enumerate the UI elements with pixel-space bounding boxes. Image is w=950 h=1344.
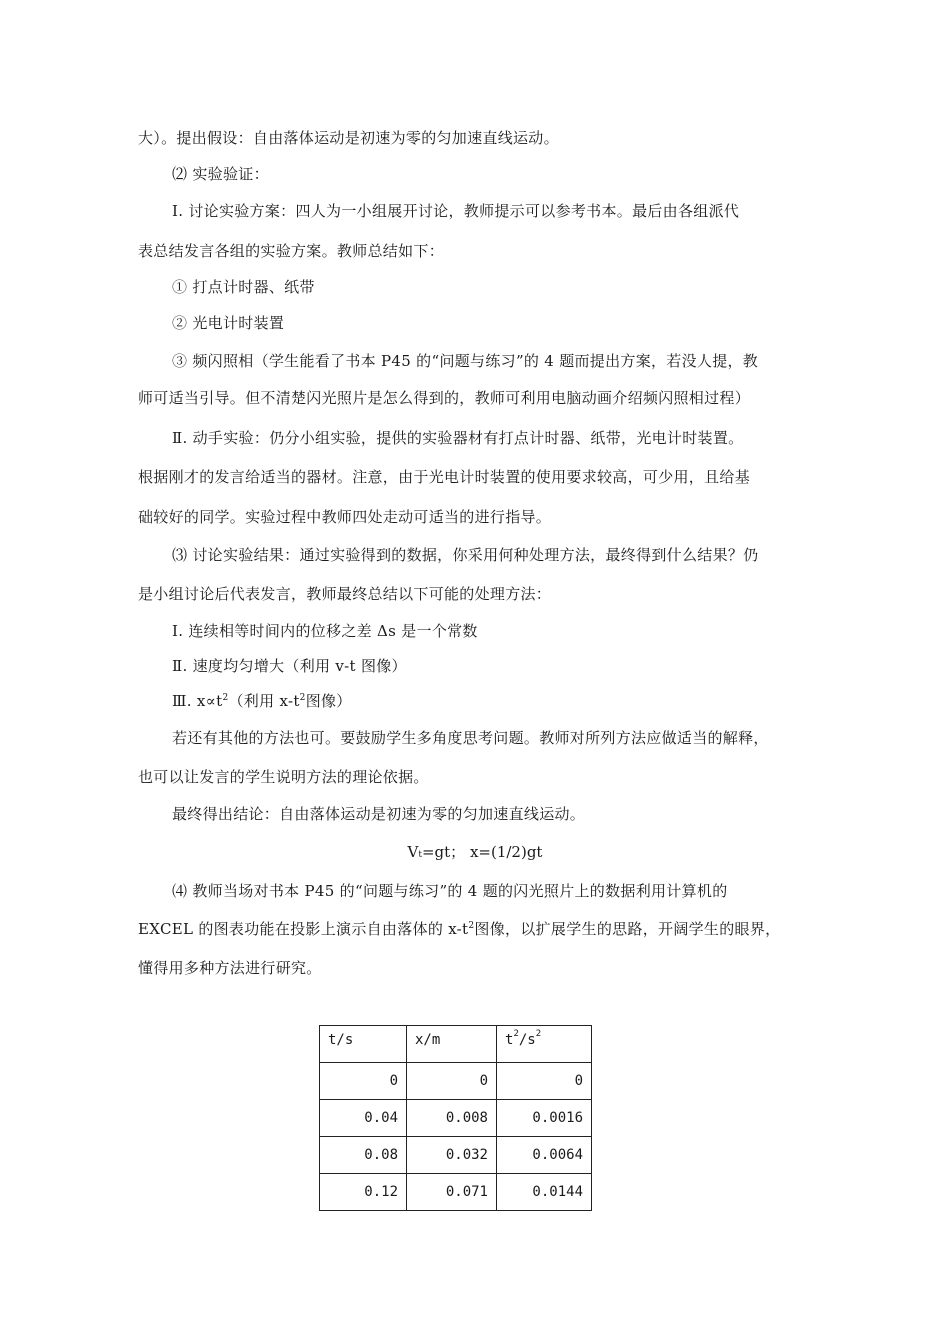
table-row — [320, 1137, 592, 1174]
method-constant-difference: Ⅰ. 连续相等时间内的位移之差 Δs 是一个常数 — [172, 622, 478, 640]
table-cell: 0.12 — [320, 1174, 407, 1211]
table-cell: 0.08 — [320, 1137, 407, 1174]
table-header-row — [320, 1026, 592, 1063]
paragraph-conclusion: 最终得出结论：自由落体运动是初速为零的匀加速直线运动。 — [172, 805, 586, 823]
formula-rest: =gt； x=(1/2)gt — [421, 843, 543, 861]
header-part: /s — [518, 1032, 536, 1048]
superscript: 2 — [299, 693, 306, 703]
paragraph-teacher-demo-2 — [138, 918, 780, 940]
table-row — [320, 1063, 592, 1100]
method-x-proportional-t2 — [172, 690, 352, 712]
method-velocity-uniform: Ⅱ. 速度均匀增大（利用 v-t 图像） — [172, 657, 407, 675]
header-t: t/s — [320, 1026, 407, 1063]
paragraph-discuss-plan-2: 表总结发言各组的实验方案。教师总结如下： — [138, 242, 445, 260]
table-cell: 0 — [407, 1063, 497, 1100]
paragraph-discuss-results-1: ⑶ 讨论实验结果：通过实验得到的数据，你采用何种处理方法，最终得到什么结果？仍 — [172, 546, 759, 564]
table-cell: 0 — [320, 1063, 407, 1100]
subscript: t — [418, 850, 422, 860]
table-row — [320, 1100, 592, 1137]
paragraph-other-methods-1: 若还有其他的方法也可。要鼓励学生多角度思考问题。教师对所列方法应做适当的解释， — [172, 729, 769, 747]
method-text: （利用 x-t — [228, 692, 300, 710]
table-cell: 0.0064 — [497, 1137, 592, 1174]
header-t-squared — [497, 1026, 592, 1063]
header-x: x/m — [407, 1026, 497, 1063]
table-cell: 0.04 — [320, 1100, 407, 1137]
method-text: 图像） — [305, 692, 352, 710]
paragraph-hypothesis: 大）。提出假设：自由落体运动是初速为零的匀加速直线运动。 — [138, 129, 559, 147]
superscript: 2 — [535, 1029, 542, 1039]
paragraph-discuss-plan-1: Ⅰ. 讨论实验方案：四人为一小组展开讨论，教师提示可以参考书本。最后由各组派代 — [172, 202, 740, 220]
list-item-ticker-timer: ① 打点计时器、纸带 — [172, 278, 315, 296]
paragraph-hands-on-3: 础较好的同学。实验过程中教师四处走动可适当的进行指导。 — [138, 508, 552, 526]
paragraph-discuss-results-2: 是小组讨论后代表发言，教师最终总结以下可能的处理方法： — [138, 585, 552, 603]
table-cell: 0.008 — [407, 1100, 497, 1137]
method-text: Ⅲ. x∝t — [172, 692, 223, 710]
table-cell: 0.071 — [407, 1174, 497, 1211]
table-cell: 0.0016 — [497, 1100, 592, 1137]
list-item-strobe-1: ③ 频闪照相（学生能看了书本 P45 的“问题与练习”的 4 题而提出方案，若没人提，教 — [172, 352, 759, 370]
paragraph-other-methods-2: 也可以让发言的学生说明方法的理论依据。 — [138, 768, 429, 786]
formula — [0, 841, 950, 863]
header-part: t — [505, 1032, 514, 1048]
paragraph-teacher-demo-1: ⑷ 教师当场对书本 P45 的“问题与练习”的 4 题的闪光照片上的数据利用计算机的 — [172, 882, 728, 900]
table-cell: 0.032 — [407, 1137, 497, 1174]
formula-v: V — [407, 843, 419, 861]
superscript: 2 — [513, 1029, 519, 1039]
table-cell: 0 — [497, 1063, 592, 1100]
superscript: 2 — [222, 693, 229, 703]
table-row — [320, 1174, 592, 1211]
demo-text: 图像，以扩展学生的思路，开阔学生的眼界， — [474, 920, 781, 938]
paragraph-hands-on-2: 根据刚才的发言给适当的器材。注意，由于光电计时装置的使用要求较高，可少用，且给基 — [138, 468, 751, 486]
paragraph-hands-on-1: Ⅱ. 动手实验：仍分小组实验，提供的实验器材有打点计时器、纸带，光电计时装置。 — [172, 429, 744, 447]
list-item-strobe-2: 师可适当引导。但不清楚闪光照片是怎么得到的，教师可利用电脑动画介绍频闪照相过程） — [138, 389, 751, 407]
heading-experiment-verification: ⑵ 实验验证： — [172, 165, 269, 183]
table-cell: 0.0144 — [497, 1174, 592, 1211]
superscript: 2 — [468, 921, 475, 931]
demo-text: EXCEL 的图表功能在投影上演示自由落体的 x-t — [138, 920, 469, 938]
paragraph-teacher-demo-3: 懂得用多种方法进行研究。 — [138, 959, 322, 977]
list-item-photogate: ② 光电计时装置 — [172, 314, 285, 332]
data-table — [319, 1025, 592, 1211]
